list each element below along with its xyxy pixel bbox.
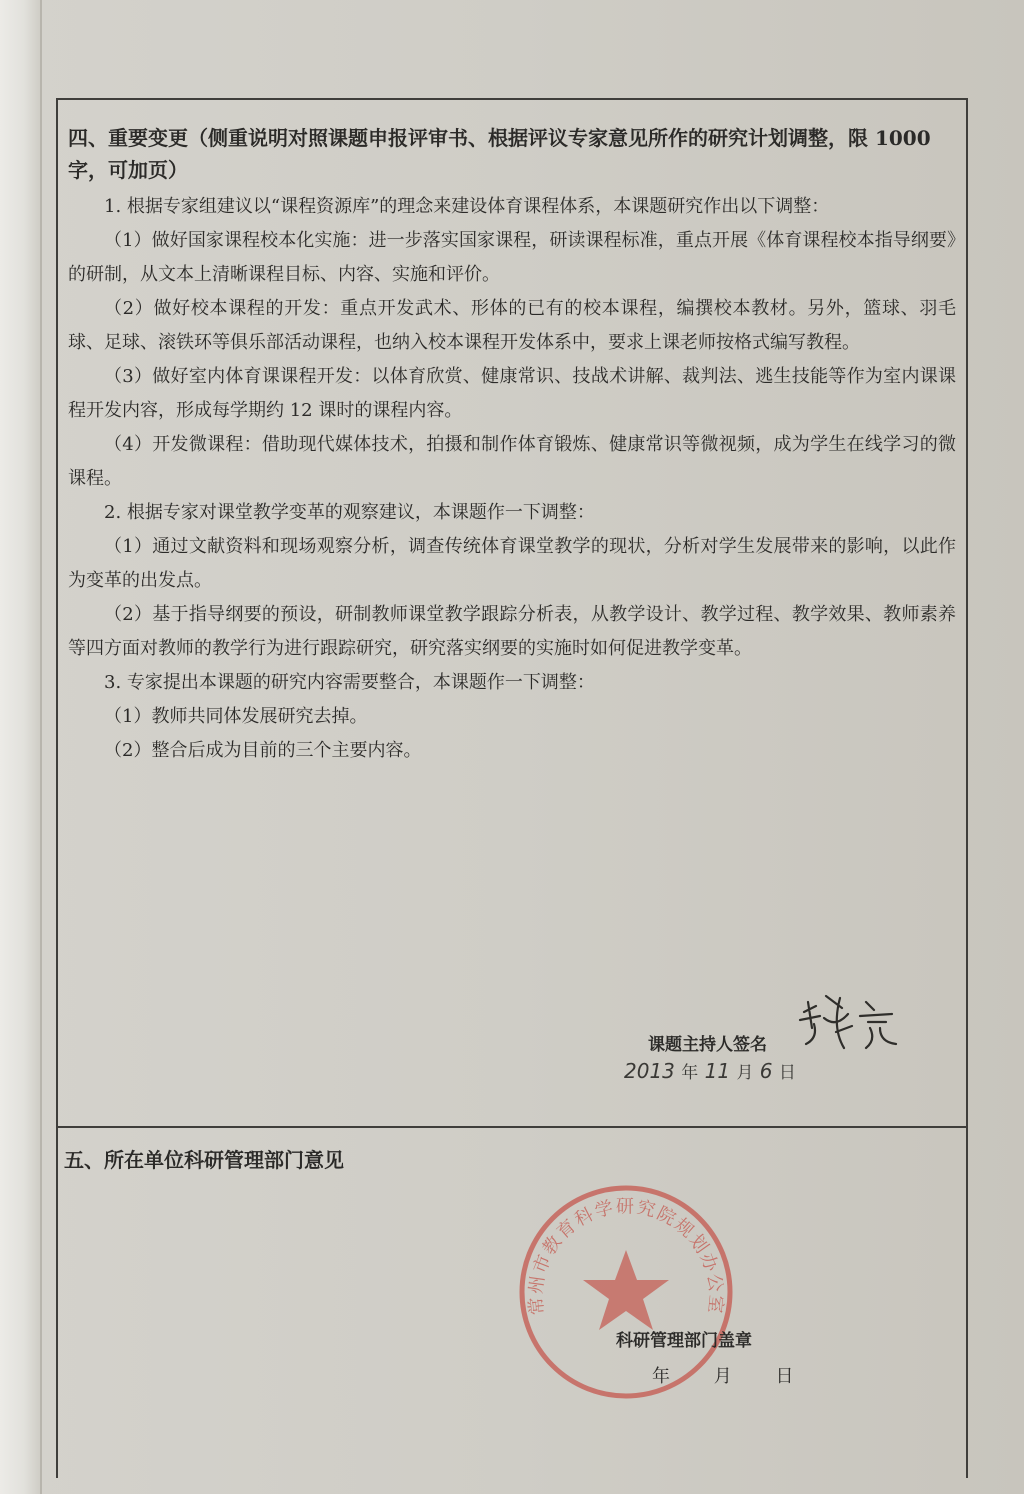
- paragraph: （1）教师共同体发展研究去掉。: [104, 706, 368, 727]
- form-sheet: [56, 98, 968, 1478]
- paragraph: （2）基于指导纲要的预设，研制教师课堂教学跟踪分析表，从教学设计、教学过程、教学效果、教师素养等四方面对教师的教学行为进行跟踪研究，研究落实纲要的实施时如何促进教学变革。: [68, 604, 956, 659]
- paragraph: （1）做好国家课程校本化实施：进一步落实国家课程，研读课程标准，重点开展《体育课程校本指导纲要》的研制，从文本上清晰课程目标、内容、实施和评价。: [68, 230, 956, 285]
- section4-body: [68, 190, 956, 768]
- section-important-changes: [58, 100, 966, 1128]
- seal-date-day: 日: [775, 1366, 794, 1387]
- date-year-unit: 年: [681, 1063, 699, 1083]
- seal-label: 科研管理部门盖章: [616, 1331, 752, 1351]
- paragraph: （1）通过文献资料和现场观察分析，调查传统体育课堂教学的现状，分析对学生发展带来的影响，以此作为变革的出发点。: [68, 536, 956, 591]
- date-year-hand: 2013: [624, 1059, 675, 1083]
- date-day-hand: 6: [759, 1059, 773, 1083]
- paragraph: （2）做好校本课程的开发：重点开发武术、形体的已有的校本课程，编撰校本教材。另外，篮球、羽毛球、足球、滚铁环等俱乐部活动课程，也纳入校本课程开发体系中，要求上课老师按格式编写教程。: [68, 298, 956, 353]
- seal-date: [652, 1362, 815, 1388]
- date-day-unit: 日: [778, 1063, 796, 1083]
- signature-date: [624, 1058, 796, 1083]
- paragraph: （3）做好室内体育课课程开发：以体育欣赏、健康常识、技战术讲解、裁判法、逃生技能等作为室内课课程开发内容，形成每学期约 12 课时的课程内容。: [68, 366, 956, 421]
- svg-text:常州市教育科学研究院规划办公室: 常州市教育科学研究院规划办公室: [525, 1196, 727, 1317]
- paragraph: 3. 专家提出本课题的研究内容需要整合，本课题作一下调整：: [104, 672, 595, 693]
- date-month-unit: 月: [736, 1063, 754, 1083]
- date-month-hand: 11: [704, 1059, 731, 1083]
- seal-date-year: 年: [652, 1366, 670, 1387]
- handwritten-signature: [796, 988, 906, 1058]
- section5-title: 五、所在单位科研管理部门意见: [64, 1148, 344, 1172]
- paragraph: （2）整合后成为目前的三个主要内容。: [104, 740, 422, 761]
- paragraph: （4）开发微课程：借助现代媒体技术，拍摄和制作体育锻炼、健康常识等微视频，成为学生在线学习的微课程。: [68, 434, 956, 489]
- previous-page-edge: [0, 0, 42, 1494]
- section4-title: 四、重要变更（侧重说明对照课题申报评审书、根据评议专家意见所作的研究计划调整，限 1000 字，可加页）: [68, 126, 931, 182]
- signature-label: 课题主持人签名: [648, 1035, 767, 1055]
- paragraph: 1. 根据专家组建议以“课程资源库”的理念来建设体育课程体系，本课题研究作出以下调整：: [104, 196, 830, 217]
- seal-date-month: 月: [713, 1366, 732, 1387]
- paragraph: 2. 根据专家对课堂教学变革的观察建议，本课题作一下调整：: [104, 502, 595, 523]
